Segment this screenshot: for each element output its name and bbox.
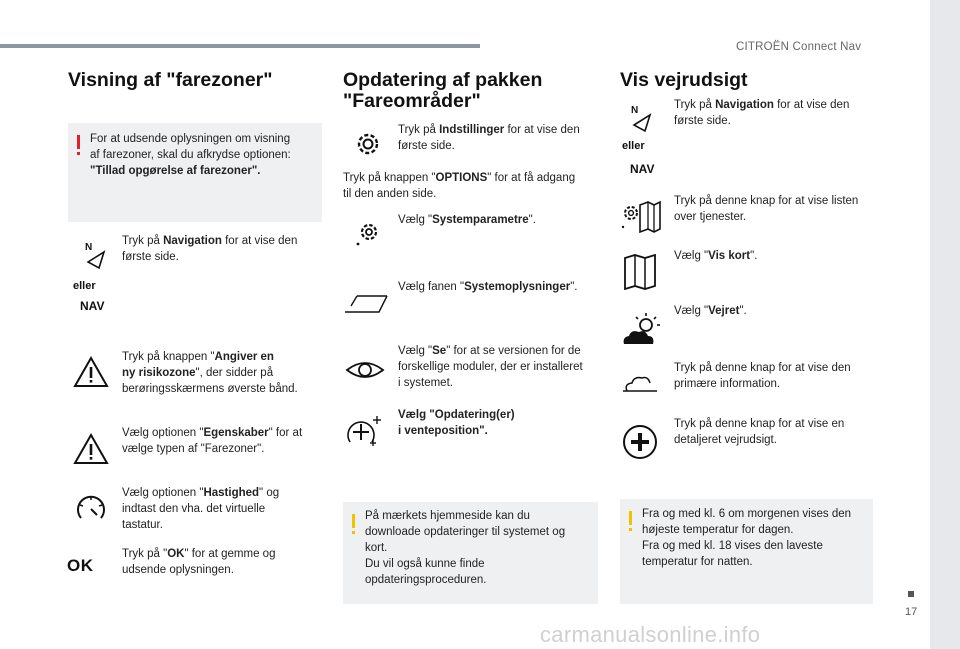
services-instruction (674, 193, 872, 225)
tab-parallelogram-icon (343, 292, 389, 316)
warning-text (90, 131, 318, 179)
page-edge-strip (930, 0, 960, 649)
system-params-instruction: Vælg "Systemparametre". (398, 214, 536, 226)
warning-triangle-icon (73, 433, 109, 465)
weather-option: Vejret (708, 305, 740, 317)
weather-icon (620, 312, 664, 348)
svg-text:N: N (631, 105, 639, 116)
text-line: første side. (398, 140, 455, 152)
info-text (642, 506, 872, 570)
title-line: Opdatering af pakken (343, 69, 543, 91)
info-line: Fra og med kl. 18 vises den laveste (642, 540, 823, 552)
text-line: Tryk på denne knap for at vise den (674, 362, 851, 374)
info-mark-bar (352, 514, 355, 528)
info-line: downloade opdateringer til systemet og (365, 526, 566, 538)
nav-button-label: NAV (80, 299, 105, 313)
apps-grid-icon (620, 200, 662, 234)
info-line: Fra og med kl. 6 om morgenen vises den (642, 508, 852, 520)
navigation-arrow-icon (84, 240, 108, 270)
text-line: Vælg "Opdatering(er) (398, 409, 515, 421)
text-line: Vælg optionen "Hastighed" og (122, 487, 280, 499)
warning-triangle-icon (73, 356, 109, 388)
section-title-farezoner: Visning af "farezoner" (68, 69, 273, 91)
text-line: indtast den vha. det virtuelle (122, 503, 266, 515)
plus-circle-icon (622, 424, 658, 460)
page-marker (908, 591, 914, 597)
view-versions-instruction (398, 343, 598, 391)
system-info-instruction: Vælg fanen "Systemoplysninger". (398, 281, 578, 293)
text-line: berøringsskærmens øverste bånd. (122, 383, 298, 395)
title-line: "Fareområder" (343, 90, 481, 112)
info-mark-bar (629, 511, 632, 525)
detailed-forecast-instruction (674, 416, 872, 448)
speed-instruction (122, 485, 322, 533)
text-line: Tryk på knappen "Angiver en (122, 351, 274, 363)
info-line: højeste temperatur for dagen. (642, 524, 794, 536)
section-title-update (343, 70, 542, 112)
text-line: forskellige moduler, der er installeret (398, 361, 583, 373)
nav-instruction (122, 233, 322, 265)
text-line: tastatur. (122, 519, 163, 531)
warning-mark-bar (77, 135, 80, 149)
text-line: første side. (674, 115, 731, 127)
info-note-update (343, 502, 598, 604)
primary-info-instruction (674, 360, 872, 392)
info-line: Du vil også kunne finde (365, 558, 485, 570)
info-text (365, 508, 595, 588)
text-line: første side. (122, 251, 179, 263)
section-title-weather: Vis vejrudsigt (620, 69, 748, 91)
ok-button-label: OK (67, 556, 94, 575)
speedometer-icon (75, 493, 107, 523)
text-line: udsende oplysningen. (122, 564, 234, 576)
properties-instruction (122, 425, 322, 457)
cloud-outline-icon (620, 372, 660, 396)
warning-line: af farezoner, skal du afkrydse optionen: (90, 149, 291, 161)
text-line: detaljeret vejrudsigt. (674, 434, 777, 446)
settings-gear-icon (354, 130, 382, 158)
or-label: eller (622, 140, 645, 152)
text-line: Tryk på Indstillinger for at vise den (398, 124, 580, 136)
show-map-option: Vis kort (708, 250, 751, 262)
navigation-arrow-icon (630, 103, 654, 133)
text-line: i systemet. (398, 377, 453, 389)
text-line: vælge typen af "Farezoner". (122, 443, 265, 455)
text-line: Vælg "Se" for at se versionen for de (398, 345, 581, 357)
text-line: Tryk på "OK" for at gemme og (122, 548, 276, 560)
text-line: Tryk på knappen "OPTIONS" for at få adgang (343, 172, 576, 184)
text-line: Tryk på denne knap for at vise en (674, 418, 845, 430)
text-line: primære information. (674, 378, 781, 390)
text-line: Tryk på denne knap for at vise listen (674, 195, 859, 207)
info-line: opdateringsproceduren. (365, 574, 487, 586)
info-line: kort. (365, 542, 388, 554)
watermark-text: carmanualsonline.info (540, 622, 761, 647)
settings-instruction (398, 122, 598, 154)
settings-gear-small-icon (354, 220, 382, 248)
options-instruction (343, 170, 598, 202)
info-line: temperatur for natten. (642, 556, 753, 568)
map-icon (622, 254, 658, 290)
text-line: til den anden side. (343, 188, 437, 200)
warning-line: "Tillad opgørelse af farezoner". (90, 165, 261, 177)
top-accent-bar (0, 44, 480, 48)
nav-instruction (674, 97, 872, 129)
add-risk-zone-instruction (122, 349, 322, 397)
eye-icon (344, 354, 386, 384)
text-line: ny risikozone", der sidder på (122, 367, 274, 379)
warning-line: For at udsende oplysningen om visning (90, 133, 291, 145)
warning-note (68, 123, 322, 222)
text-line: Tryk på Navigation for at vise den (122, 235, 298, 247)
pending-updates-instruction (398, 407, 598, 439)
nav-button-label: NAV (630, 162, 655, 176)
text-line: over tjenester. (674, 211, 747, 223)
ok-instruction (122, 546, 322, 578)
info-mark-dot (352, 531, 355, 534)
text-line: i venteposition". (398, 425, 488, 437)
text-line: Vælg optionen "Egenskaber" for at (122, 427, 303, 439)
or-label: eller (73, 280, 96, 292)
info-line: På mærkets hjemmeside kan du (365, 510, 530, 522)
info-mark-dot (629, 528, 632, 531)
manual-header: CITROËN Connect Nav (736, 41, 862, 53)
info-note-weather (620, 499, 873, 604)
svg-text:N: N (85, 242, 93, 253)
update-pending-icon (344, 414, 384, 448)
show-map-instruction: Vælg "Vis kort". (674, 250, 758, 262)
weather-option-instruction: Vælg "Vejret". (674, 305, 747, 317)
text-line: Tryk på Navigation for at vise den (674, 99, 850, 111)
page-number: 17 (905, 606, 918, 618)
warning-mark-dot (77, 152, 80, 155)
